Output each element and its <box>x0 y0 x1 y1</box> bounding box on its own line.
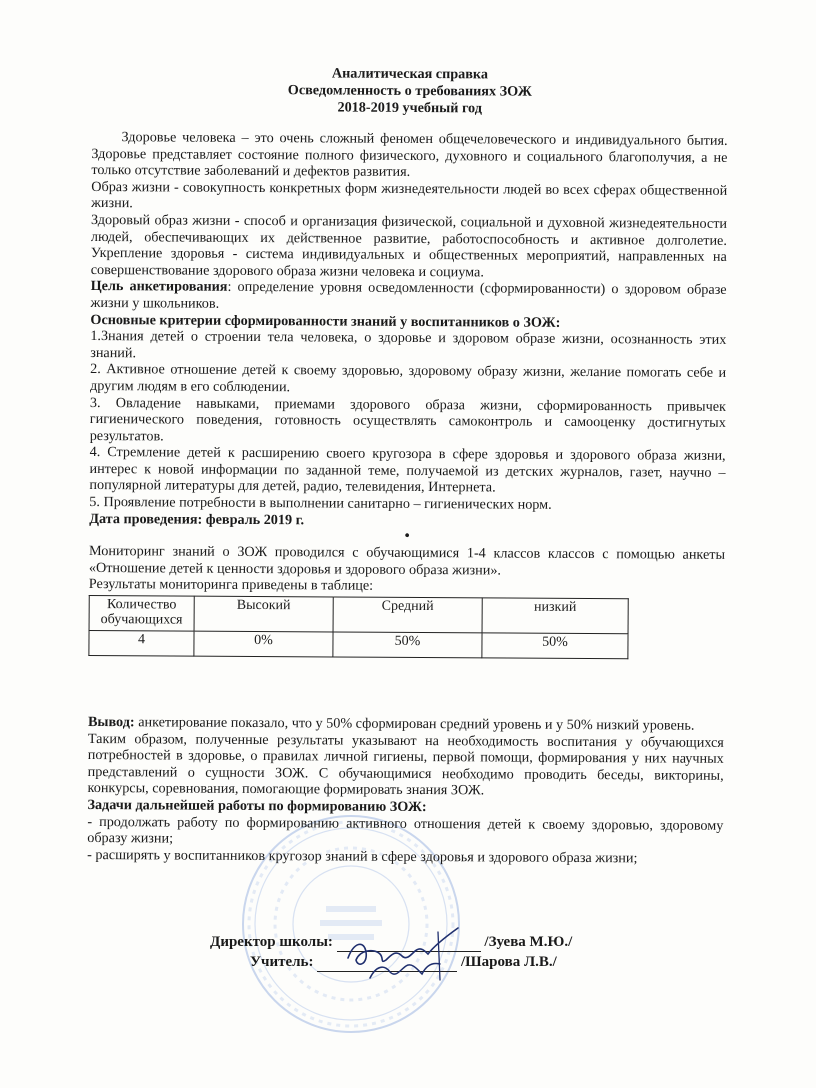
criteria-item: 2. Активное отношение детей к своему здоровью, здоровому образу жизни, желание помогать себе и другим людям в его соблюдении. <box>89 361 727 396</box>
cell-low: 50% <box>482 633 628 659</box>
results-table-row <box>89 631 628 659</box>
tasks-heading: Задачи дальнейшей работы по формированию ЗОЖ: <box>87 796 427 816</box>
document-title <box>92 64 728 119</box>
task-item: - расширять у воспитанников кругозор знаний в сфере здоровья и здорового образа жизни; <box>87 846 638 867</box>
document-body <box>87 64 728 867</box>
bullet-dot: • <box>404 528 410 545</box>
monitoring-paragraph: Мониторинг знаний о ЗОЖ проводился с обучающимися 1-4 классов классов с помощью анкеты «Отношение детей к ценности здоровья и здорового образа жизни». <box>88 543 726 579</box>
teacher-name: /Шарова Л.В./ <box>460 954 557 970</box>
conclusion-text: анкетирование показало, что у 50% сформирован средний уровень и у 50% низкий уровень. <box>134 714 695 734</box>
conclusion-label: Вывод: <box>87 714 135 731</box>
cell-medium: 50% <box>333 632 482 658</box>
goal-paragraph <box>90 278 726 315</box>
criteria-item: 3. Овладение навыками, приемами здорового образа жизни, сформированность привычек гигиенического поведения, готовность осуществлять самоконтроль и самооценку достигнутых результатов. <box>89 394 726 445</box>
handwritten-signature <box>340 920 470 990</box>
intro-paragraph-lifestyle: Образ жизни - совокупность конкретных форм жизнедеятельности людей во всех сферах общественной жизни. <box>91 178 728 212</box>
cell-students-count: 4 <box>89 631 194 657</box>
conclusion-paragraph-2: Таким образом, полученные результаты указывают на необходимость воспитания у обучающихся потребностей в здоровье, о правилах личной гигиены, первой помощи, формирования у них научных представлений о сущности ЗОЖ. С обучающимися необходимо проводить беседы, викторины, конкурсы, соревнования, помогающие формировать знания ЗОЖ. <box>87 730 724 799</box>
intro-paragraph-healthy-lifestyle: Здоровый образ жизни - способ и организация физической, социальной и духовной жизнедеятельности людей, обеспечивающих их действенное развитие, работоспособность и активное долголетие. Укрепление здоровья - система индивидуальных и общественных мероприятий, направленных на совершенствование здорового образа жизни человека и социума. <box>90 211 728 281</box>
title-line-1: Аналитическая справка <box>331 65 489 83</box>
criteria-item: 5. Проявление потребности в выполнении санитарно – гигиенических норм. <box>89 494 552 513</box>
teacher-label: Учитель: <box>250 954 314 970</box>
task-item: - продолжать работу по формированию активного отношения детей к своему здоровью, здоровому образу жизни; <box>87 813 724 847</box>
header-medium: Средний <box>333 597 482 633</box>
criteria-heading: Основные критерии сформированности знаний у воспитанников о ЗОЖ: <box>90 311 561 331</box>
director-label: Директор школы: <box>210 934 333 950</box>
header-students-count: Количество обучающихся <box>89 596 194 632</box>
results-table-header-row <box>89 596 628 634</box>
intro-paragraph-health: Здоровье человека – это очень сложный феномен общечеловеческого и индивидуального бытия. Здоровье представляет состояние полного физического, духовного и социального благополучия, а не только отсутствие заболеваний и дефектов развития. <box>91 129 728 181</box>
survey-date: Дата проведения: февраль 2019 г. <box>89 510 305 528</box>
header-low: низкий <box>482 598 628 634</box>
goal-label: Цель анкетирования <box>90 278 228 296</box>
title-line-3: 2018-2019 учебный год <box>337 99 483 117</box>
results-table <box>88 595 628 659</box>
director-name: /Зуева М.Ю./ <box>484 934 573 950</box>
criteria-item: 4. Стремление детей к расширению своего кругозора в сфере здоровья и здорового образа жизни, интерес к новой информации по заданной теме, получаемой из детских журналов, газет, научно – популярной литературы для детей, радио, телевидения, Интернета. <box>89 444 726 496</box>
criteria-item: 1.Знания детей о строении тела человека, о здоровье и здоровом образе жизни, осознанность этих знаний. <box>90 328 727 361</box>
monitoring-table-caption: Результаты мониторинга приведены в таблице: <box>88 576 374 595</box>
goal-text: : определение уровня осведомленности (сформированности) о здоровом образе жизни у школьников. <box>90 279 727 312</box>
cell-high: 0% <box>194 631 333 657</box>
title-line-2: Осведомленность о требованиях ЗОЖ <box>287 82 532 100</box>
header-high: Высокий <box>194 596 333 632</box>
